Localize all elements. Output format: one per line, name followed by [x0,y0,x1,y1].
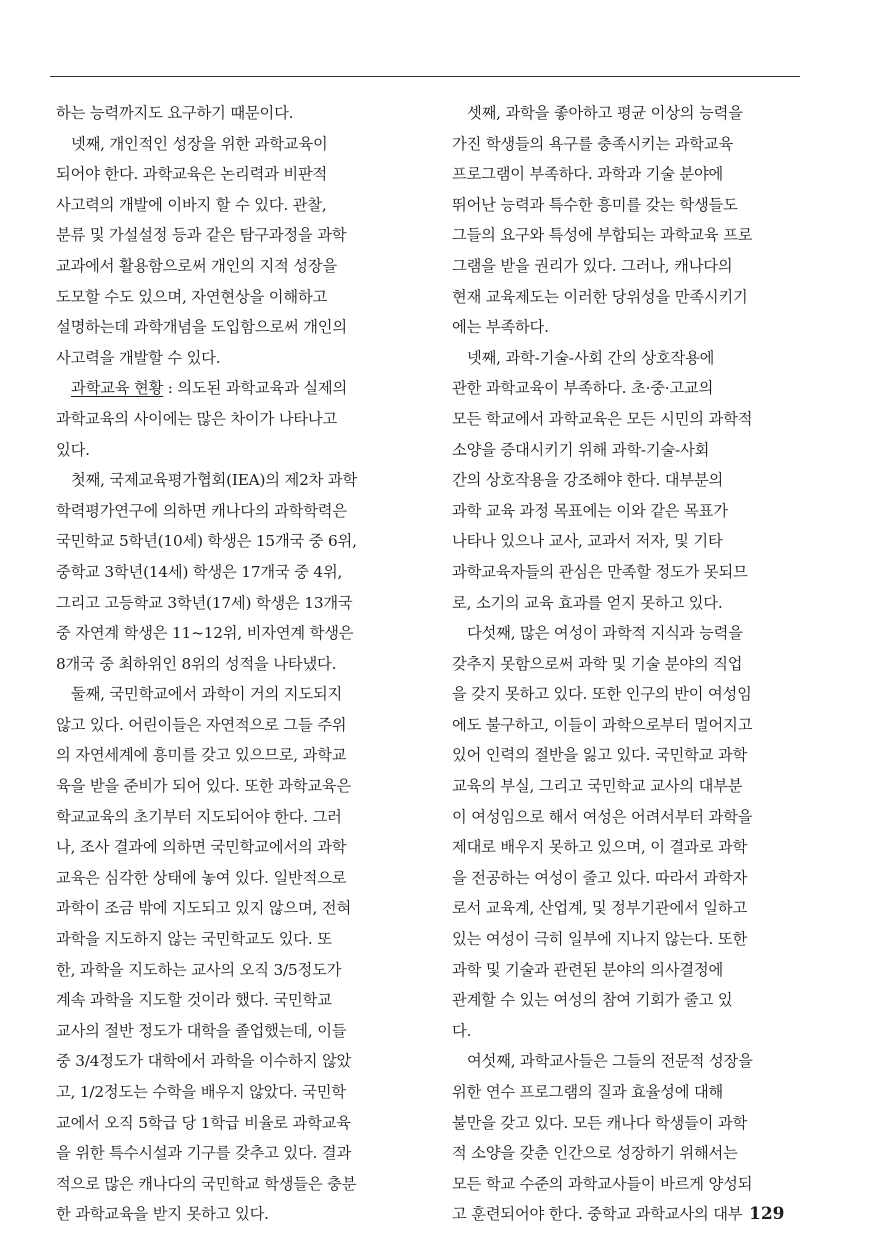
line-text: : 의도된 과학교육과 실제의 [167,379,348,398]
line-text: 의 자연세계에 흥미를 갖고 있으므로, 과학교 [56,746,347,765]
text-line [452,832,794,863]
line-text: 넷째, 과학-기술-사회 간의 상호작용에 [467,348,715,367]
line-text: 로, 소기의 교육 효과를 얻지 못하고 있다. [452,593,723,612]
text-line [56,435,398,466]
text-line [452,863,794,894]
line-text: 과학교육의 사이에는 많은 차이가 나타나고 [56,409,338,428]
text-line [452,343,794,374]
line-text: 을 위한 특수시설과 기구를 갖추고 있다. 결과 [56,1144,352,1163]
line-text: 중학교 3학년(14세) 학생은 17개국 중 4위, [56,562,343,581]
line-text: 그리고 고등학교 3학년(17세) 학생은 13개국 [56,593,353,612]
line-text: 그램을 받을 권리가 있다. 그러나, 캐나다의 [452,256,733,275]
text-line [56,740,398,771]
line-text: 모든 학교 수준의 과학교사들이 바르게 양성되 [452,1174,753,1193]
header-rule [50,76,800,77]
line-text: 에는 부족하다. [452,318,549,337]
line-text: 되어야 한다. 과학교육은 논리력과 비판적 [56,165,328,184]
text-line [452,312,794,343]
line-text: 과학 교육 과정 목표에는 이와 같은 목표가 [452,501,728,520]
line-text: 한, 과학을 지도하는 교사의 오직 3/5정도가 [56,960,342,979]
line-text: 분류 및 가설설정 등과 같은 탐구과정을 과학 [56,226,347,245]
line-text: 사고력을 개발할 수 있다. [56,348,221,367]
text-line [56,1077,398,1108]
line-text: 사고력의 개발에 이바지 할 수 있다. 관찰, [56,195,327,214]
text-line [452,1077,794,1108]
line-text: 여섯째, 과학교사들은 그들의 전문적 성장을 [467,1052,753,1071]
text-line [452,404,794,435]
text-line [56,955,398,986]
text-line [452,190,794,221]
text-line [452,98,794,129]
line-text: 위한 연수 프로그램의 질과 효율성에 대해 [452,1083,724,1101]
text-line [56,465,398,496]
text-line [56,343,398,374]
text-line [452,159,794,190]
line-text: 과학 및 기술과 관련된 분야의 의사결정에 [452,960,724,979]
text-line [56,893,398,924]
line-text: 교과에서 활용함으로써 개인의 지적 성장을 [56,256,338,275]
text-line [56,404,398,435]
text-line [452,1046,794,1077]
text-line [452,251,794,282]
line-text: 한 과학교육을 받지 못하고 있다. [56,1205,269,1224]
text-line [452,679,794,710]
line-text: 제대로 배우지 못하고 있으며, 이 결과로 과학 [452,838,748,857]
text-line [56,1169,398,1200]
right-column [452,98,794,1230]
line-text: 설명하는데 과학개념을 도입함으로써 개인의 [56,318,347,337]
text-line [56,312,398,343]
line-text: 교육의 부실, 그리고 국민학교 교사의 대부분 [452,777,743,796]
line-text: 국민학교 5학년(10세) 학생은 15개국 중 6위, [56,532,357,551]
text-line [452,1138,794,1169]
text-line [56,220,398,251]
line-text: 간의 상호작용을 강조해야 한다. 대부분의 [452,471,724,490]
line-text: 학력평가연구에 의하면 캐나다의 과학학력은 [56,501,347,520]
line-text: 고 훈련되어야 한다. 중학교 과학교사의 대부 [452,1205,743,1224]
text-line [452,1169,794,1200]
text-line [56,496,398,527]
line-text: 을 갖지 못하고 있다. 또한 인구의 반이 여성임 [452,685,752,704]
line-text: 뛰어난 능력과 특수한 흥미를 갖는 학생들도 [452,195,738,214]
line-text: 중 자연계 학생은 11~12위, 비자연계 학생은 [56,624,354,643]
line-text: 소양을 증대시키기 위해 과학-기술-사회 [452,440,710,459]
line-text: 적으로 많은 캐나다의 국민학교 학생들은 충분 [56,1174,357,1193]
text-line [56,98,398,129]
text-line [452,771,794,802]
text-line [452,496,794,527]
line-text: 모든 학교에서 과학교육은 모든 시민의 과학적 [452,409,753,428]
text-line [56,190,398,221]
text-line [452,649,794,680]
text-line [452,802,794,833]
text-line [452,220,794,251]
text-line [56,526,398,557]
line-text: 교사의 절반 정도가 대학을 졸업했는데, 이들 [56,1021,347,1040]
text-line [56,129,398,160]
line-text: 로서 교육계, 산업계, 및 정부기관에서 일하고 [452,899,748,918]
text-line [56,1108,398,1139]
text-line [56,649,398,680]
line-text: 있어 인력의 절반을 잃고 있다. 국민학교 과학 [452,746,748,765]
text-line [56,1046,398,1077]
line-text: 이 여성임으로 해서 여성은 어려서부터 과학을 [452,807,753,826]
text-line [56,832,398,863]
line-text: 프로그램이 부족하다. 과학과 기술 분야에 [452,165,724,184]
text-line [56,1199,398,1230]
text-line [452,282,794,313]
line-text: 현재 교육제도는 이러한 당위성을 만족시키기 [452,287,748,306]
text-line [56,557,398,588]
text-line [452,526,794,557]
text-line [56,679,398,710]
text-line [452,1108,794,1139]
line-text: 교에서 오직 5학급 당 1학급 비율로 과학교육 [56,1113,351,1132]
line-text: 도모할 수도 있으며, 자연현상을 이해하고 [56,287,328,306]
text-line [56,802,398,833]
line-text: 교육은 심각한 상태에 놓여 있다. 일반적으로 [56,868,347,887]
text-line [452,435,794,466]
line-text: 8개국 중 최하위인 8위의 성적을 나타냈다. [56,654,337,673]
line-text: 않고 있다. 어린이들은 자연적으로 그들 주위 [56,715,347,734]
text-line [452,557,794,588]
text-line [452,710,794,741]
line-text: 학교교육의 초기부터 지도되어야 한다. 그러 [56,807,342,826]
page-number: 129 [749,1204,785,1224]
line-text: 과학을 지도하지 않는 국민학교도 있다. 또 [56,930,332,949]
text-line [56,924,398,955]
text-line [452,129,794,160]
line-text: 다섯째, 많은 여성이 과학적 지식과 능력을 [467,624,743,643]
line-text: 적 소양을 갖춘 인간으로 성장하기 위해서는 [452,1144,738,1163]
text-line [452,465,794,496]
text-line [56,710,398,741]
text-line [56,863,398,894]
text-line [56,771,398,802]
line-text: 있는 여성이 극히 일부에 지나지 않는다. 또한 [452,930,748,949]
line-text: 과학교육자들의 관심은 만족할 정도가 못되므 [452,562,748,581]
line-text: 중 3/4정도가 대학에서 과학을 이수하지 않았 [56,1052,352,1071]
line-text: 나, 조사 결과에 의하면 국민학교에서의 과학 [56,838,347,857]
text-line [452,924,794,955]
text-line [452,618,794,649]
line-text: 계속 과학을 지도할 것이라 했다. 국민학교 [56,991,332,1010]
left-column [56,98,398,1230]
line-text: 에도 불구하고, 이들이 과학으로부터 멀어지고 [452,715,753,734]
line-text: 둘째, 국민학교에서 과학이 거의 지도되지 [71,685,343,704]
text-line [56,1016,398,1047]
section-heading: 과학교육 현황 [71,379,164,398]
text-line [56,618,398,649]
text-line [56,985,398,1016]
text-line [452,1199,794,1230]
text-line [452,985,794,1016]
text-line [56,251,398,282]
line-text: 육을 받을 준비가 되어 있다. 또한 과학교육은 [56,777,352,796]
text-line [452,588,794,619]
text-line [452,373,794,404]
text-line [452,1016,794,1047]
text-line [56,373,398,404]
line-text: 다. [452,1021,472,1040]
line-text: 있다. [56,440,90,459]
line-text: 나타나 있으나 교사, 교과서 저자, 및 기타 [452,532,723,551]
text-line [56,1138,398,1169]
line-text: 고, 1/2정도는 수학을 배우지 않았다. 국민학 [56,1083,346,1101]
line-text: 을 전공하는 여성이 줄고 있다. 따라서 과학자 [452,868,748,887]
text-line [452,893,794,924]
text-line [56,159,398,190]
line-text: 그들의 요구와 특성에 부합되는 과학교육 프로 [452,226,753,245]
line-text: 갖추지 못함으로써 과학 및 기술 분야의 직업 [452,654,743,673]
line-text: 셋째, 과학을 좋아하고 평균 이상의 능력을 [467,104,743,122]
text-line [56,282,398,313]
line-text: 하는 능력까지도 요구하기 때문이다. [56,104,294,122]
line-text: 넷째, 개인적인 성장을 위한 과학교육이 [71,134,328,153]
text-line [452,955,794,986]
text-line [452,740,794,771]
line-text: 관계할 수 있는 여성의 참여 기회가 줄고 있 [452,991,733,1010]
line-text: 불만을 갖고 있다. 모든 캐나다 학생들이 과학 [452,1113,748,1132]
line-text: 첫째, 국제교육평가협회(IEA)의 제2차 과학 [71,471,358,490]
line-text: 가진 학생들의 욕구를 충족시키는 과학교육 [452,134,734,153]
text-line [56,588,398,619]
line-text: 과학이 조금 밖에 지도되고 있지 않으며, 전혀 [56,899,352,918]
line-text: 관한 과학교육이 부족하다. 초·중·고교의 [452,379,714,398]
